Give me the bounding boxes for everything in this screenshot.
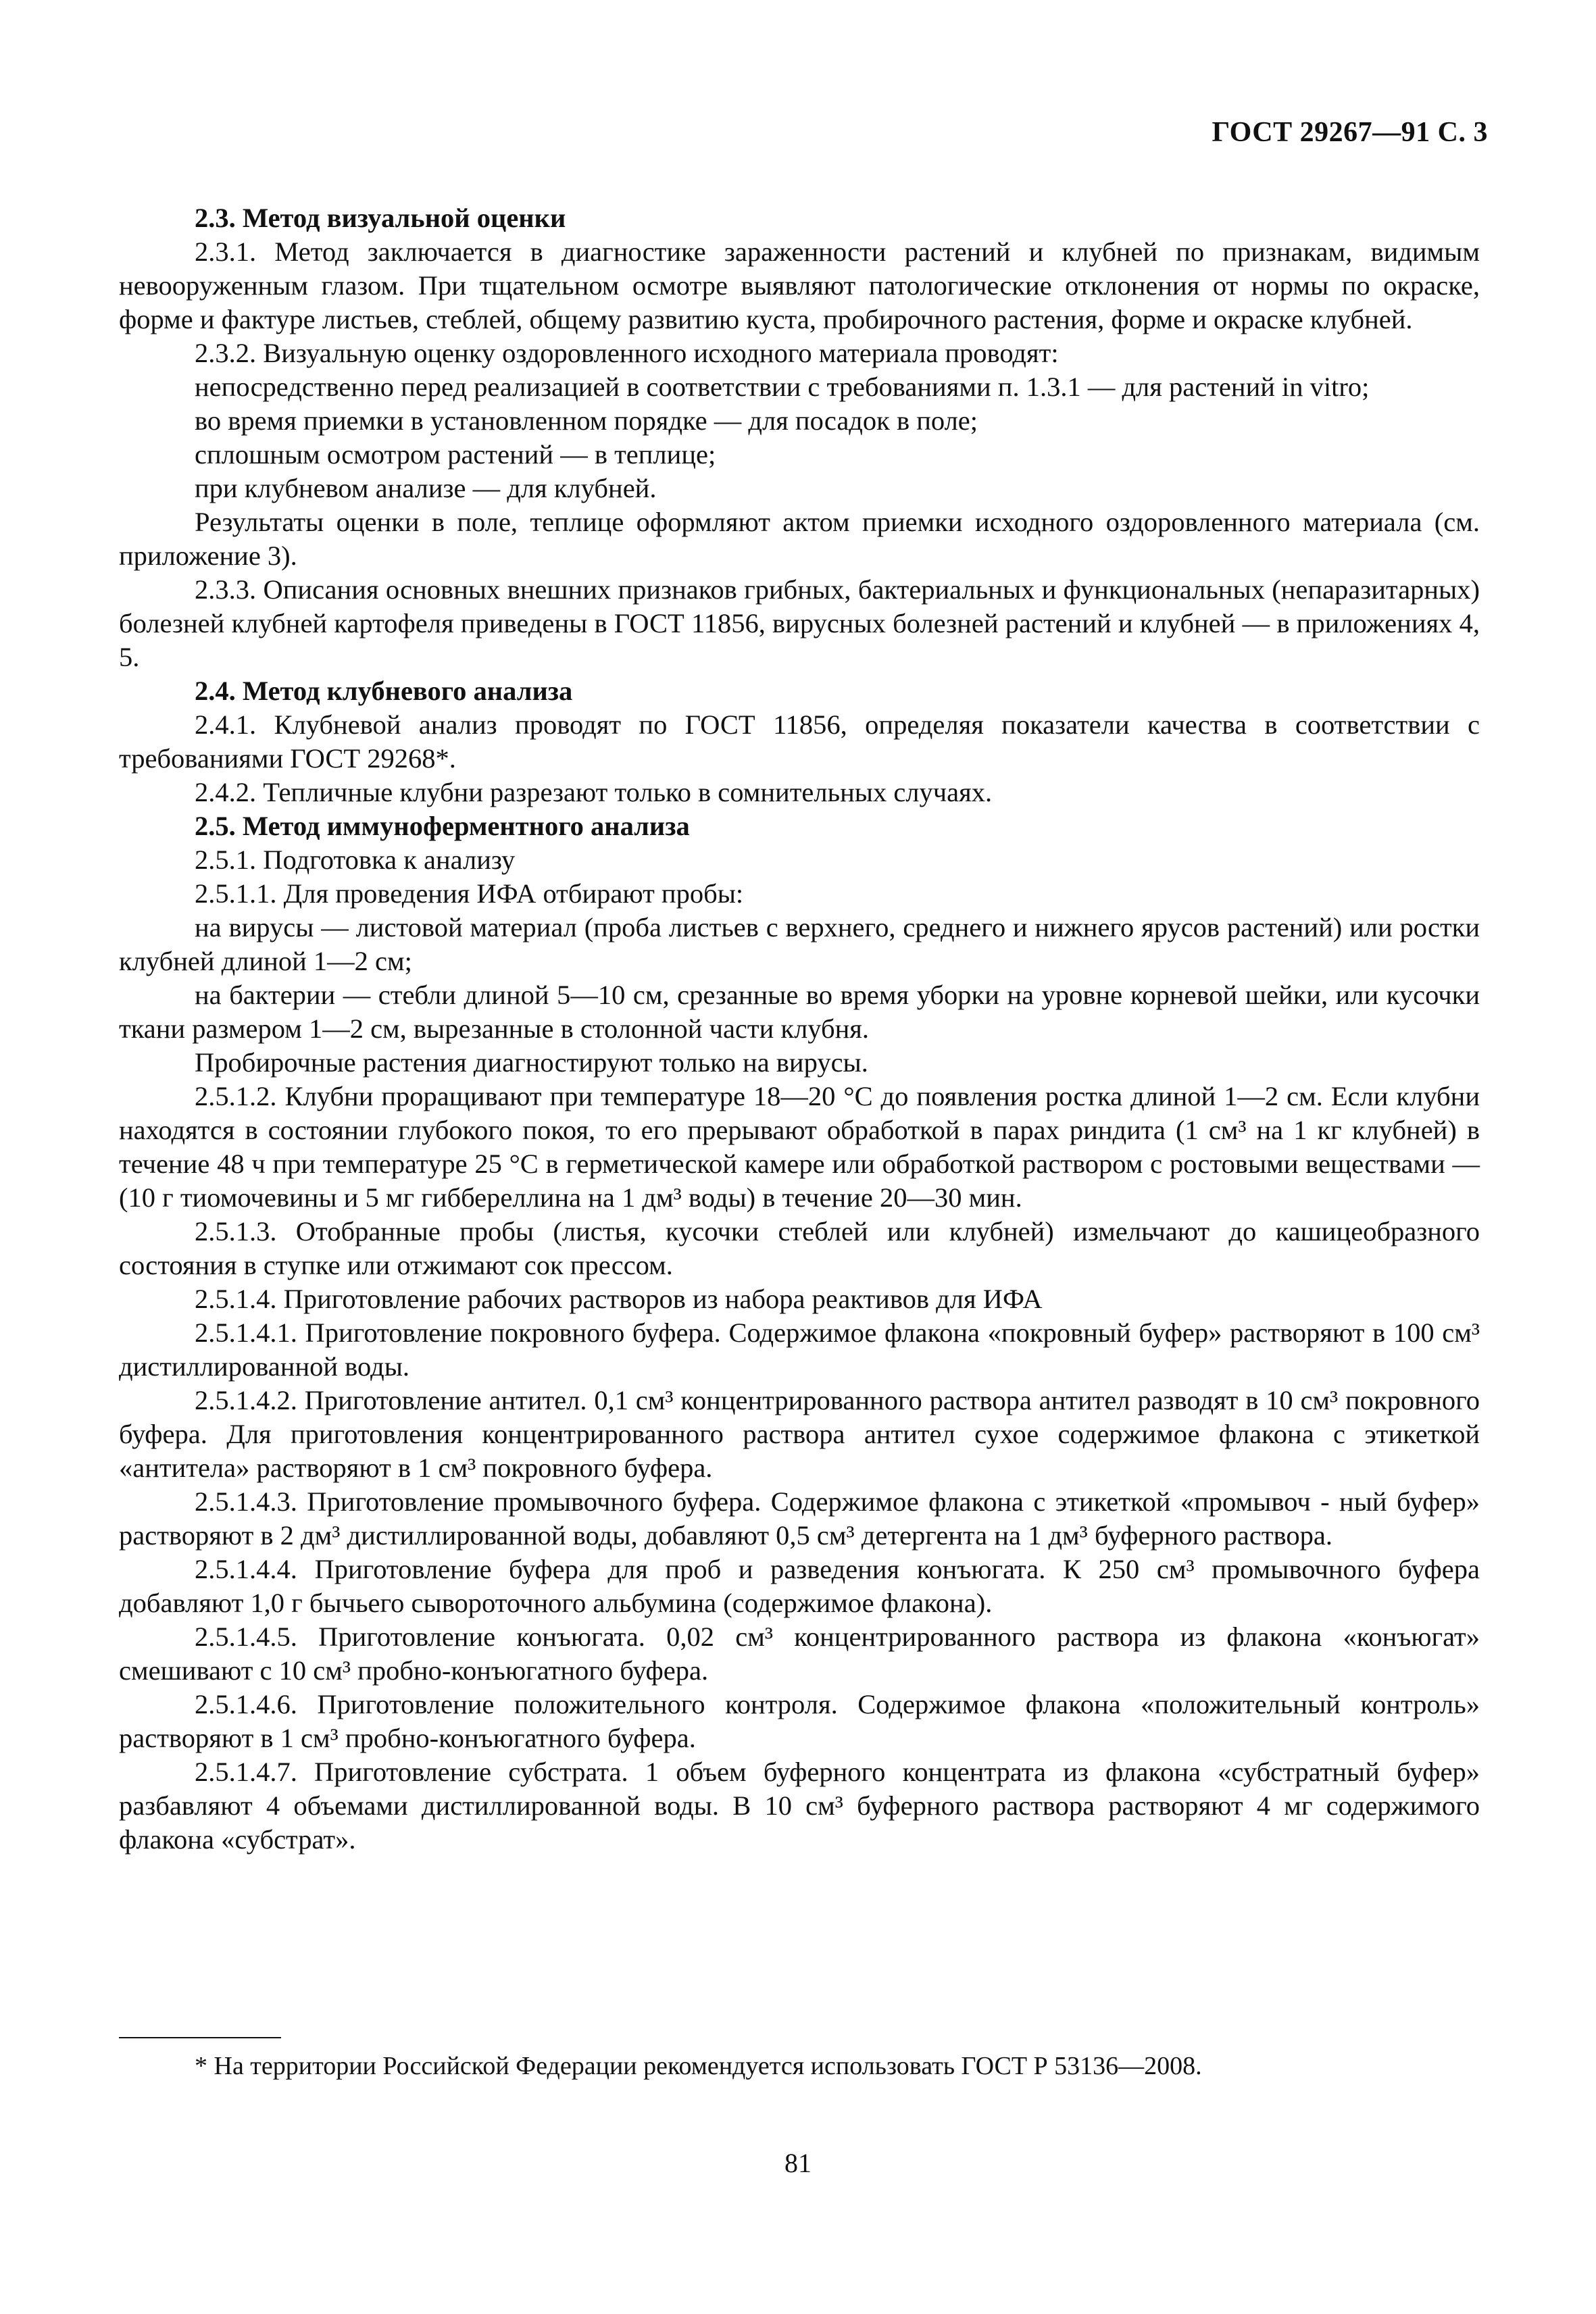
page-header: ГОСТ 29267—91 С. 3 [1212,117,1488,148]
paragraph: 2.5.1.1. Для проведения ИФА отбирают пробы: [195,878,744,909]
body-text [119,201,1480,1857]
paragraph: 2.3.2. Визуальную оценку оздоровленного исходного материала проводят: [195,338,1059,368]
paragraph: 2.5.1.4.1. Приготовление покровного буфера. Содержимое флакона «покровный буфер» растворяют в 100 см³ дистиллированной воды. [119,1317,1480,1382]
paragraph: сплошным осмотром растений — в теплице; [195,439,716,470]
paragraph: во время приемки в установленном порядке — для посадок в поле; [195,405,978,436]
footnote-separator [119,2037,281,2038]
paragraph: 2.5.1.4. Приготовление рабочих растворов из набора реактивов для ИФА [195,1284,1043,1314]
paragraph: на бактерии — стебли длиной 5—10 см, срезанные во время уборки на уровне корневой шейки, или кусочки ткани размером 1—2 см, вырезанные в столонной части клубня. [119,980,1480,1044]
paragraph: 2.5.1.4.3. Приготовление промывочного буфера. Содержимое флакона с этикеткой «промывоч - ный буфер» растворяют в 2 дм³ дистиллированной воды, добавляют 0,5 см³ детергента на 1 дм³ буферного раствора. [119,1486,1480,1551]
section-heading: 2.5. Метод иммуноферментного анализа [195,811,690,841]
paragraph: 2.5.1.4.2. Приготовление антител. 0,1 см³ концентрированного раствора антител разводят в 10 см³ покровного буфера. Для приготовления концентрированного раствора антител сухое содержимое флакона с этикеткой «антитела» растворяют в 1 см³ покровного буфера. [119,1385,1480,1483]
page-number: 81 [784,2148,812,2178]
footnote: * На территории Российской Федерации рекомендуется использовать ГОСТ Р 53136—2008. [195,2052,1202,2080]
paragraph: 2.3.1. Метод заключается в диагностике зараженности растений и клубней по признакам, видимым невооруженным глазом. При тщательном осмотре выявляют патологические отклонения от нормы по окраске, форме и фактуре листьев, стеблей, общему развитию куста, пробирочного растения, форме и окраске клубней. [119,236,1480,334]
paragraph: 2.4.2. Тепличные клубни разрезают только в сомнительных случаях. [195,777,993,807]
paragraph: непосредственно перед реализацией в соответствии с требованиями п. 1.3.1 — для растений in vitro; [195,372,1370,402]
paragraph: при клубневом анализе — для клубней. [195,473,657,503]
paragraph: 2.5.1.3. Отобранные пробы (листья, кусочки стеблей или клубней) измельчают до кашицеобразного состояния в ступке или отжимают сок прессом. [119,1216,1480,1280]
section-heading: 2.3. Метод визуальной оценки [195,203,566,233]
paragraph: Пробирочные растения диагностируют только на вирусы. [195,1047,868,1078]
paragraph: 2.3.3. Описания основных внешних признаков грибных, бактериальных и функциональных (непаразитарных) болезней клубней картофеля приведены в ГОСТ 11856, вирусных болезней растений и клубней — в приложениях 4, 5. [119,574,1480,672]
paragraph: 2.5.1.4.7. Приготовление субстрата. 1 объем буферного концентрата из флакона «субстратный буфер» разбавляют 4 объемами дистиллированной воды. В 10 см³ буферного раствора растворяют 4 мг содержимого флакона «субстрат». [119,1757,1480,1855]
section-heading: 2.4. Метод клубневого анализа [195,676,573,706]
paragraph: Результаты оценки в поле, теплице оформляют актом приемки исходного оздоровленного материала (см. приложение 3). [119,507,1480,571]
paragraph: 2.4.1. Клубневой анализ проводят по ГОСТ 11856, определяя показатели качества в соответствии с требованиями ГОСТ 29268*. [119,709,1480,774]
paragraph: на вирусы — листовой материал (проба листьев с верхнего, среднего и нижнего ярусов растений) или ростки клубней длиной 1—2 см; [119,912,1480,976]
paragraph: 2.5.1.4.4. Приготовление буфера для проб и разведения конъюгата. К 250 см³ промывочного буфера добавляют 1,0 г бычьего сывороточного альбумина (содержимое флакона). [119,1554,1480,1618]
paragraph: 2.5.1.4.5. Приготовление конъюгата. 0,02 см³ концентрированного раствора из флакона «конъюгат» смешивают с 10 см³ пробно-конъюгатного буфера. [119,1621,1480,1686]
paragraph: 2.5.1. Подготовка к анализу [195,845,516,875]
paragraph: 2.5.1.4.6. Приготовление положительного контроля. Содержимое флакона «положительный контроль» растворяют в 1 см³ пробно-конъюгатного буфера. [119,1689,1480,1753]
paragraph: 2.5.1.2. Клубни проращивают при температуре 18—20 °С до появления ростка длиной 1—2 см. Если клубни находятся в состоянии глубокого покоя, то его прерывают обработкой в парах риндита (1 см³ на 1 кг клубней) в течение 48 ч при температуре 25 °С в герметической камере или обработкой раствором с ростовыми веществами — (10 г тиомочевины и 5 мг гиббереллина на 1 дм³ воды) в течение 20—30 мин. [119,1081,1480,1213]
